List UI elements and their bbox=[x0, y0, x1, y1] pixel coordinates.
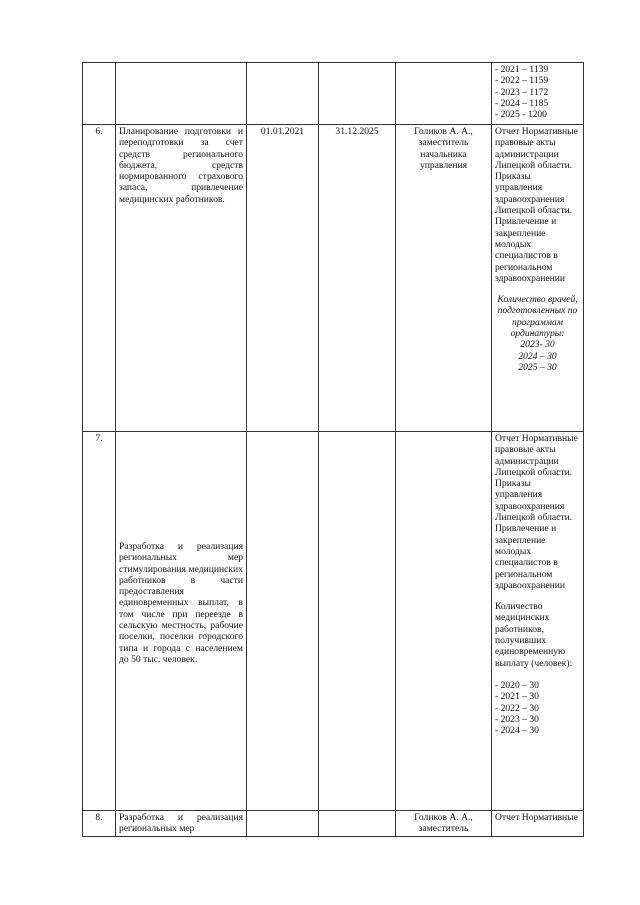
plan-table bbox=[82, 62, 584, 837]
cell-measure: Планирование подготовки и переподготовки за счет средств регионального бюджета, средств нормированного страхового запаса, привлечение медицинских работников. bbox=[116, 125, 247, 432]
cell-responsible bbox=[396, 63, 492, 125]
cell-start-date bbox=[247, 811, 319, 837]
result-line: - 2023 – 1172 bbox=[495, 86, 549, 98]
indicator-title: Количество медицинских работников, получивших единовременную выплату (человек): bbox=[495, 601, 573, 669]
cell-responsible: Голиков А. А., заместитель начальника управления bbox=[396, 125, 492, 432]
cell-end-date: 31.12.2025 bbox=[319, 125, 396, 432]
cell-end-date bbox=[319, 63, 396, 125]
result-line: - 2024 – 1185 bbox=[495, 97, 549, 109]
result-text: Отчет Нормативные правовые акты администрации Липецкой области. Приказы управления здравоохранения Липецкой области. Привлечение и закрепление молодых специалистов в региональном здравоохранении bbox=[495, 126, 578, 284]
cell-num: 8. bbox=[83, 811, 116, 837]
cell-end-date bbox=[319, 811, 396, 837]
cell-result bbox=[492, 125, 584, 432]
table-row bbox=[83, 63, 584, 125]
indicator-line: - 2022 – 30 bbox=[495, 702, 539, 714]
indicator-line: - 2021 – 30 bbox=[495, 691, 539, 703]
table-row bbox=[83, 125, 584, 432]
cell-result bbox=[492, 63, 584, 125]
cell-responsible: Голиков А. А., заместитель bbox=[396, 811, 492, 837]
indicator-line: - 2024 – 30 bbox=[495, 725, 539, 737]
cell-measure: Разработка и реализация региональных мер bbox=[116, 811, 247, 837]
cell-start-date bbox=[247, 432, 319, 811]
result-line: - 2021 – 1139 bbox=[495, 64, 549, 75]
cell-result bbox=[492, 432, 584, 811]
cell-measure bbox=[116, 63, 247, 125]
cell-num bbox=[83, 63, 116, 125]
result-text: Отчет Нормативные правовые акты администрации Липецкой области. Приказы управления здравоохранения Липецкой области. Привлечение и закрепление молодых специалистов в региональном здравоохранении bbox=[495, 433, 578, 591]
measure-text: Разработка и реализация региональных мер стимулирования медицинских работников в части предоставления единовременных выплат, в том числе при переезде в сельскую местность, рабочие поселки, поселки городского типа и города с населением до 50 тыс. человек. bbox=[119, 541, 243, 665]
table-row bbox=[83, 811, 584, 837]
cell-result: Отчет Нормативные bbox=[492, 811, 584, 837]
table-row bbox=[83, 432, 584, 811]
cell-start-date: 01.01.2021 bbox=[247, 125, 319, 432]
cell-responsible bbox=[396, 432, 492, 811]
indicator-line: 2025 – 30 bbox=[518, 361, 557, 373]
cell-num: 7. bbox=[83, 432, 116, 811]
indicator-title: Количество врачей, подготовленных по программам ординатуры: bbox=[497, 294, 578, 340]
indicator-line: 2023- 30 bbox=[520, 339, 555, 351]
cell-start-date bbox=[247, 63, 319, 125]
indicator-line: - 2020 – 30 bbox=[495, 679, 539, 691]
indicator-line: 2024 – 30 bbox=[518, 350, 557, 362]
result-line: - 2022 – 1159 bbox=[495, 75, 549, 87]
cell-end-date bbox=[319, 432, 396, 811]
cell-num: 6. bbox=[83, 125, 116, 432]
indicator-line: - 2023 – 30 bbox=[495, 713, 539, 725]
result-line: - 2025 - 1200 bbox=[495, 109, 547, 121]
cell-measure bbox=[116, 432, 247, 811]
